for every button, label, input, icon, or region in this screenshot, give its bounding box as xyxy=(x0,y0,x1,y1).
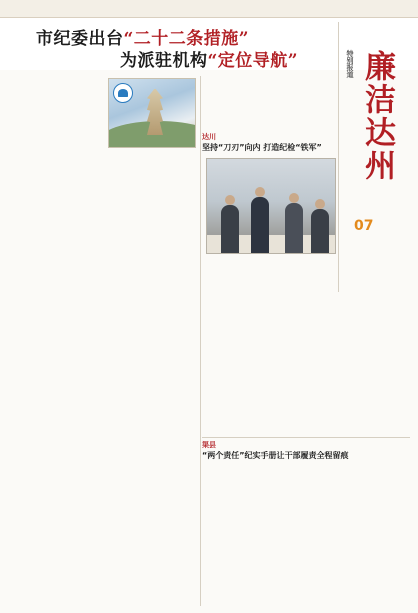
kicker-prefix: 市纪委出台 xyxy=(36,29,124,49)
bottom-dateline: 渠县 xyxy=(202,441,216,449)
bottom-title: “两个责任”纪实手册让干部履责全程留痕 xyxy=(202,451,349,460)
section-rail xyxy=(340,20,410,290)
article-column-9 xyxy=(342,466,408,600)
title-prefix: 为派驻机构 xyxy=(120,51,208,71)
page-title xyxy=(120,46,298,71)
headline-photo xyxy=(108,78,196,148)
feature-photo xyxy=(206,158,336,254)
feature-title: 坚持“刀刃”向内 打造纪检“铁军” xyxy=(202,143,322,152)
photo-person xyxy=(221,205,239,253)
intro-column xyxy=(30,80,104,236)
section-title: 廉洁达州 xyxy=(359,50,395,182)
section-divider xyxy=(202,437,410,438)
title-highlight: “定位导航” xyxy=(207,51,299,71)
top-strip xyxy=(0,0,418,18)
pagoda-illustration xyxy=(147,89,163,135)
bottom-feature-header xyxy=(202,440,408,464)
article-column-7 xyxy=(206,466,270,600)
article-column-4 xyxy=(206,262,270,434)
article-column-3 xyxy=(118,150,198,570)
photo-person xyxy=(285,203,303,253)
article-column-8 xyxy=(274,466,338,600)
article-column-5 xyxy=(274,262,338,434)
kicker-highlight: “二十二条措施” xyxy=(123,29,250,49)
column-divider xyxy=(200,76,201,606)
rail-label: 特别报道 xyxy=(346,50,354,78)
rail-divider xyxy=(338,22,339,292)
emblem-icon xyxy=(113,83,133,103)
issue-number: 07 xyxy=(354,218,374,234)
feature-header xyxy=(202,132,336,156)
photo-person xyxy=(251,197,269,253)
feature-dateline: 达川 xyxy=(202,133,216,141)
article-column-2 xyxy=(30,240,114,570)
article-column-6 xyxy=(342,294,408,434)
photo-person xyxy=(311,209,329,253)
